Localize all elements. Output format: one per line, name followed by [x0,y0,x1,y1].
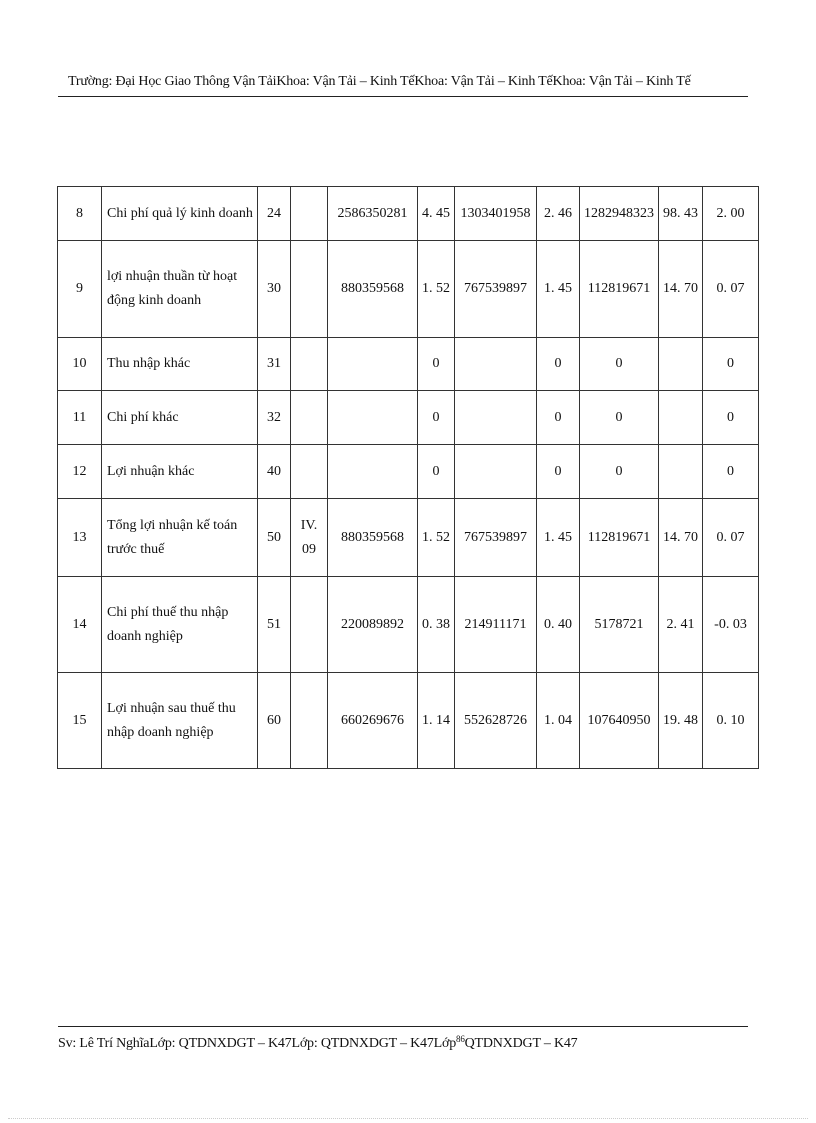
cell-value-current: 880359568 [328,241,418,338]
cell-code: 50 [258,499,291,577]
cell-code: 40 [258,445,291,499]
cell-value-previous: 214911171 [455,577,537,673]
cell-note [291,673,328,769]
cell-value-current: 220089892 [328,577,418,673]
table-row [58,499,759,577]
cell-percent-previous: 0. 40 [537,577,580,673]
cell-note [291,187,328,241]
cell-percent-current: 1. 52 [418,241,455,338]
cell-percent-current: 0 [418,391,455,445]
cell-value-current: 660269676 [328,673,418,769]
cell-percent-current: 4. 45 [418,187,455,241]
cell-difference: 107640950 [580,673,659,769]
cell-growth-percent [659,445,703,499]
cell-growth-percent: 98. 43 [659,187,703,241]
cell-name: Chi phí quả lý kinh doanh [102,187,258,241]
cell-value-current [328,338,418,391]
cell-note [291,577,328,673]
cell-difference: 112819671 [580,241,659,338]
cell-value-previous: 767539897 [455,241,537,338]
cell-stt: 10 [58,338,102,391]
cell-name: Lợi nhuận khác [102,445,258,499]
cell-code: 30 [258,241,291,338]
cell-percent-change: 0. 10 [703,673,759,769]
cell-difference: 0 [580,445,659,499]
cell-percent-change: 0. 07 [703,499,759,577]
cell-growth-percent: 19. 48 [659,673,703,769]
cell-name: Chi phí thuế thu nhập doanh nghiệp [102,577,258,673]
cell-value-previous: 1303401958 [455,187,537,241]
cell-code: 51 [258,577,291,673]
cell-percent-change: -0. 03 [703,577,759,673]
cell-value-previous [455,391,537,445]
cell-difference: 5178721 [580,577,659,673]
cell-percent-change: 0 [703,445,759,499]
cell-percent-change: 2. 00 [703,187,759,241]
cell-growth-percent [659,338,703,391]
cell-value-current [328,391,418,445]
cell-stt: 9 [58,241,102,338]
page-header: Trường: Đại Học Giao Thông Vận TảiKhoa: Vận Tải – Kinh TếKhoa: Vận Tải – Kinh TếKhoa: Vận Tải – Kinh Tế [68,74,691,89]
cell-growth-percent: 14. 70 [659,499,703,577]
table-row [58,673,759,769]
cell-name: Lợi nhuận sau thuế thu nhập doanh nghiệp [102,673,258,769]
cell-note: IV. 09 [291,499,328,577]
footer-rule [58,1026,748,1027]
cell-value-current: 880359568 [328,499,418,577]
cell-note [291,445,328,499]
income-statement-table [57,186,759,769]
cell-stt: 11 [58,391,102,445]
cell-percent-change: 0. 07 [703,241,759,338]
cell-stt: 13 [58,499,102,577]
cell-note [291,338,328,391]
cell-code: 32 [258,391,291,445]
table-row [58,338,759,391]
cell-percent-change: 0 [703,338,759,391]
cell-percent-previous: 1. 45 [537,241,580,338]
cell-value-previous [455,445,537,499]
cell-stt: 14 [58,577,102,673]
cell-value-current: 2586350281 [328,187,418,241]
cell-difference: 0 [580,338,659,391]
cell-value-previous [455,338,537,391]
cell-name: Chi phí khác [102,391,258,445]
cell-code: 24 [258,187,291,241]
cell-percent-change: 0 [703,391,759,445]
cell-name: Thu nhập khác [102,338,258,391]
cell-name: lợi nhuận thuần từ hoạt động kinh doanh [102,241,258,338]
cell-difference: 1282948323 [580,187,659,241]
cell-value-previous: 552628726 [455,673,537,769]
cell-code: 60 [258,673,291,769]
cell-stt: 12 [58,445,102,499]
cell-percent-current: 0 [418,338,455,391]
cell-percent-previous: 0 [537,391,580,445]
cell-percent-current: 0 [418,445,455,499]
cell-percent-current: 0. 38 [418,577,455,673]
footer-text-b: QTDNXDGT – K47 [464,1036,578,1051]
cell-percent-previous: 2. 46 [537,187,580,241]
page-footer [58,1034,748,1052]
cell-percent-current: 1. 52 [418,499,455,577]
cell-name: Tổng lợi nhuận kế toán trước thuế [102,499,258,577]
cell-percent-current: 1. 14 [418,673,455,769]
footer-text-a: Sv: Lê Trí NghĩaLớp: QTDNXDGT – K47Lớp: QTDNXDGT – K47Lớp [58,1036,457,1051]
cell-growth-percent: 2. 41 [659,577,703,673]
cell-code: 31 [258,338,291,391]
cell-note [291,391,328,445]
cell-percent-previous: 0 [537,445,580,499]
page-number: 86 [456,1034,465,1044]
cell-value-previous: 767539897 [455,499,537,577]
cell-stt: 8 [58,187,102,241]
cell-stt: 15 [58,673,102,769]
cell-growth-percent [659,391,703,445]
table-row [58,577,759,673]
table-row [58,241,759,338]
header-rule [58,96,748,97]
cell-percent-previous: 0 [537,338,580,391]
cell-note [291,241,328,338]
cell-difference: 112819671 [580,499,659,577]
cell-difference: 0 [580,391,659,445]
page-edge-dotted-line [8,1118,808,1119]
table-row [58,187,759,241]
cell-percent-previous: 1. 04 [537,673,580,769]
table-row [58,445,759,499]
cell-growth-percent: 14. 70 [659,241,703,338]
cell-percent-previous: 1. 45 [537,499,580,577]
table-row [58,391,759,445]
cell-value-current [328,445,418,499]
